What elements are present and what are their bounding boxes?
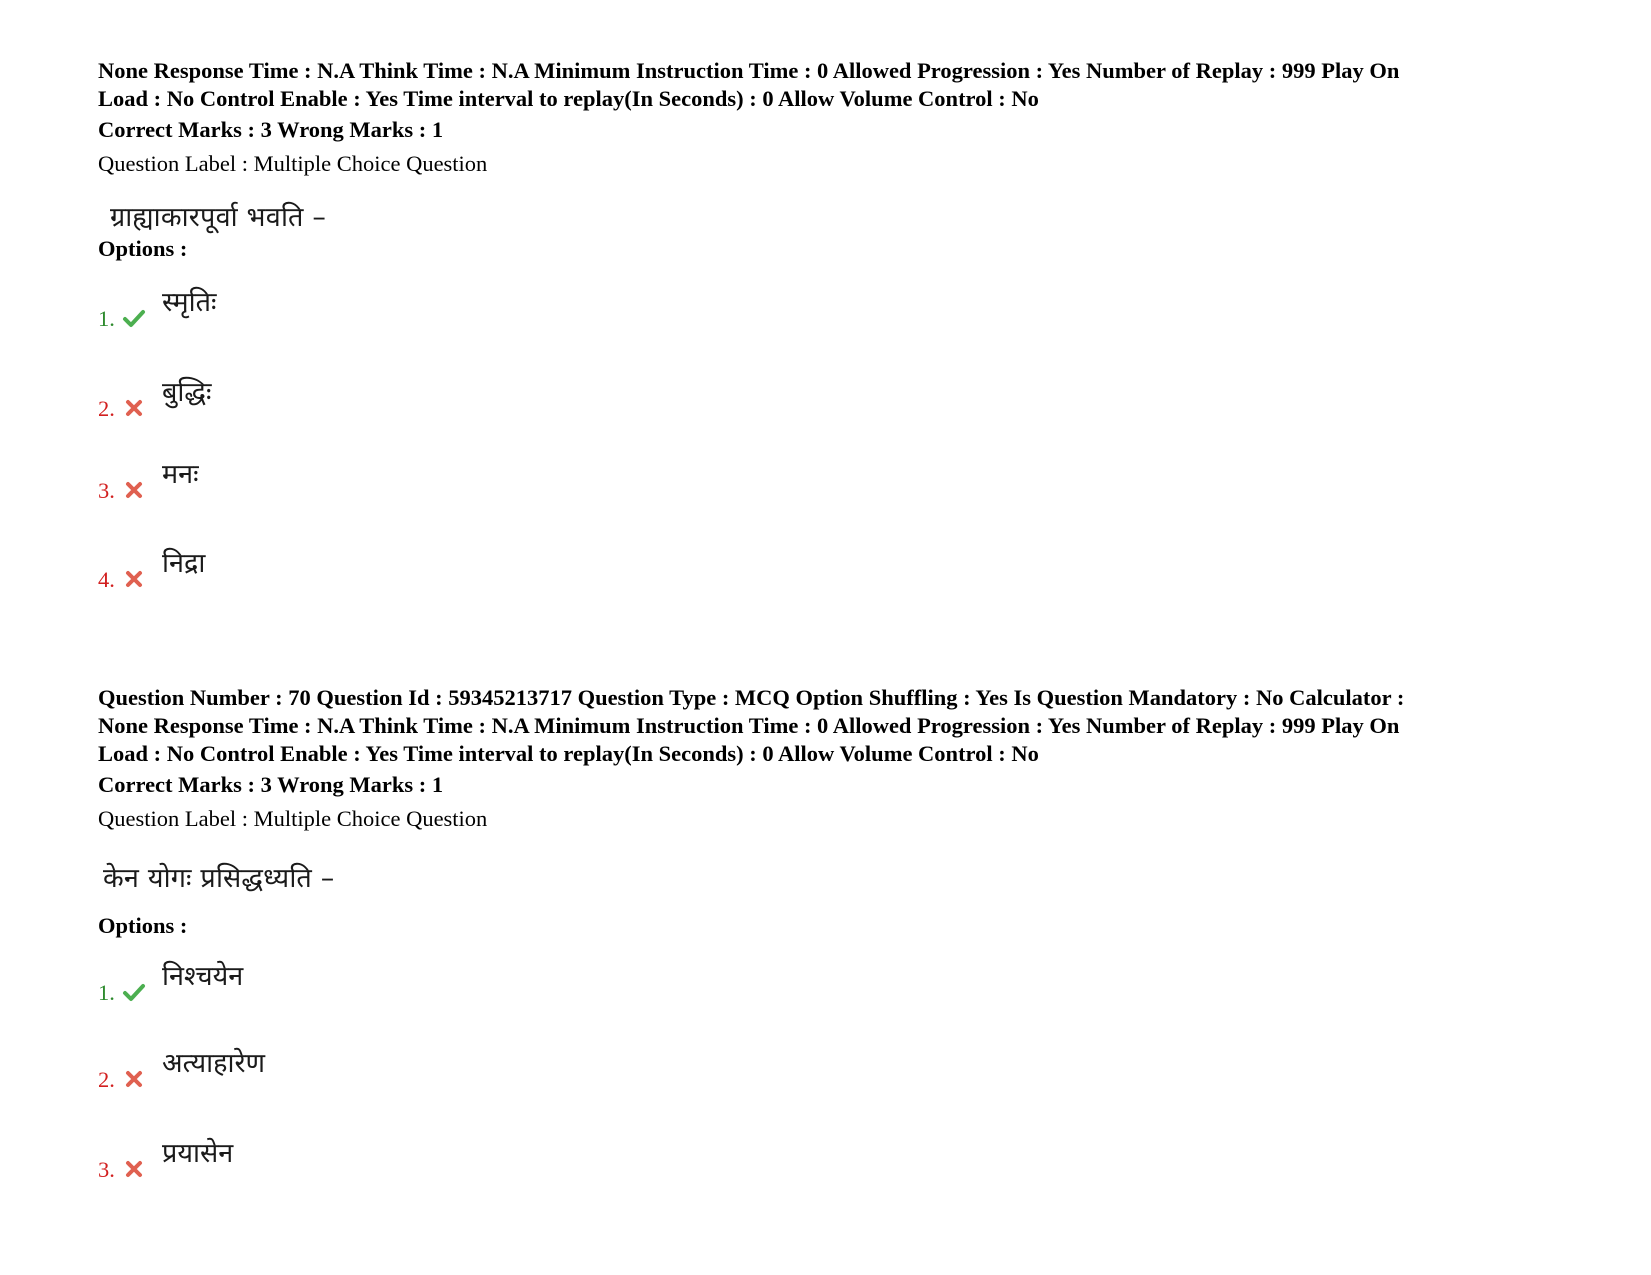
cross-icon <box>122 396 146 420</box>
option-number: 2. <box>98 396 115 421</box>
cross-icon <box>122 478 146 502</box>
cross-icon <box>122 1157 146 1181</box>
q1-question-label: Question Label : Multiple Choice Question <box>98 151 488 176</box>
option-text: अत्याहारेण <box>162 1048 266 1079</box>
q2-meta-line-3: Load : No Control Enable : Yes Time interval to replay(In Seconds) : 0 Allow Volume Control : No <box>98 741 1039 766</box>
check-icon <box>122 306 146 330</box>
q2-marks: Correct Marks : 3 Wrong Marks : 1 <box>98 772 444 797</box>
option-text: प्रयासेन <box>162 1138 234 1169</box>
q1-options-title: Options : <box>98 236 188 261</box>
q1-metadata <box>98 57 1568 113</box>
option-text: मनः <box>162 459 199 490</box>
option-number: 3. <box>98 478 115 503</box>
option-text: निश्चयेन <box>162 961 244 992</box>
q2-options-title: Options : <box>98 913 188 938</box>
option-number: 4. <box>98 567 115 592</box>
q2-meta-line-2: None Response Time : N.A Think Time : N.A Minimum Instruction Time : 0 Allowed Progression : Yes Number of Replay : 999 Play On <box>98 713 1400 738</box>
option-text: स्मृतिः <box>162 287 217 318</box>
option-number: 1. <box>98 980 115 1005</box>
cross-icon <box>122 1067 146 1091</box>
q2-question-label: Question Label : Multiple Choice Question <box>98 806 488 831</box>
q1-question-text: ग्राह्याकारपूर्वा भवति – <box>110 202 327 233</box>
q2-metadata <box>98 684 1568 768</box>
option-text: बुद्धिः <box>162 377 212 408</box>
q2-question-text: केन योगः प्रसिद्धध्यति – <box>103 863 335 894</box>
cross-icon <box>122 567 146 591</box>
q1-meta-line-1: None Response Time : N.A Think Time : N.A Minimum Instruction Time : 0 Allowed Progression : Yes Number of Replay : 999 Play On <box>98 58 1400 83</box>
q1-meta-line-2: Load : No Control Enable : Yes Time interval to replay(In Seconds) : 0 Allow Volume Control : No <box>98 86 1039 111</box>
option-number: 2. <box>98 1067 115 1092</box>
check-icon <box>122 980 146 1004</box>
q2-meta-line-1: Question Number : 70 Question Id : 59345213717 Question Type : MCQ Option Shuffling : Yes Is Question Mandatory : No Calculator : <box>98 685 1405 710</box>
option-number: 3. <box>98 1157 115 1182</box>
q1-marks: Correct Marks : 3 Wrong Marks : 1 <box>98 117 444 142</box>
option-text: निद्रा <box>162 548 206 579</box>
option-number: 1. <box>98 306 115 331</box>
